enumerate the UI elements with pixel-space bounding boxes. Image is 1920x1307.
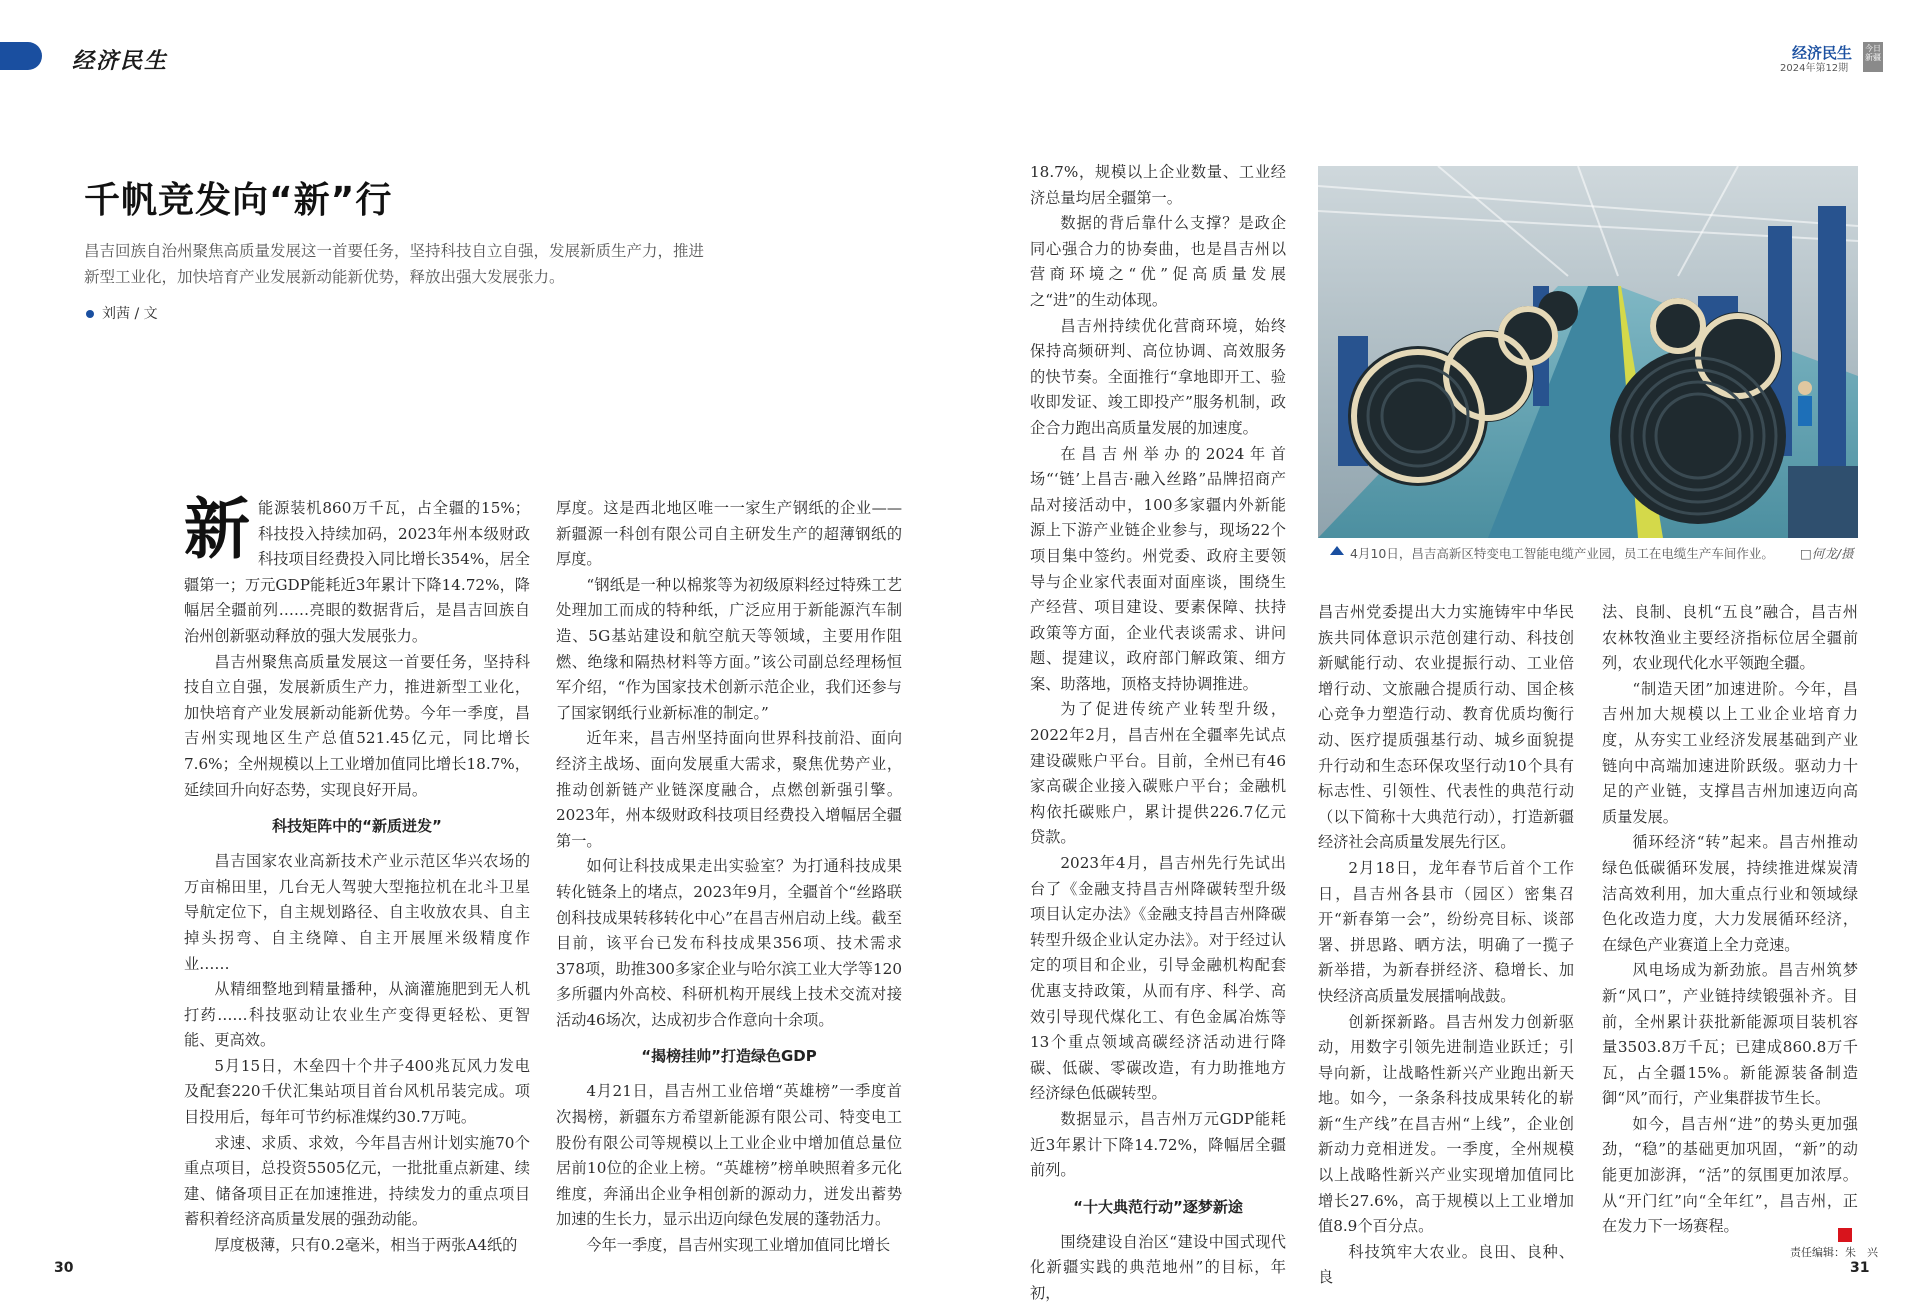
paragraph: 4月21日，昌吉州工业倍增“英雄榜”一季度首次揭榜，新疆东方希望新能源有限公司、特变电工股份有限公司等规模以上工业企业中增加值总量位居前10位的企业上榜。“英雄榜”榜单映照着多元化维度，奔涌出企业争相创新的源动力，迸发出蓄势加速的生长力，显示出迈向绿色发展的蓬勃活力。 [556, 1082, 902, 1229]
paragraph: 从精细整地到精量播种，从滴灌施肥到无人机打药……科技驱动让农业生产变得更轻松、更智能、更高效。 [184, 980, 530, 1050]
text-column-2 [556, 496, 902, 1259]
paragraph: 厚度极薄，只有0.2毫米，相当于两张A4纸的 [214, 1236, 518, 1255]
brand-badge [1863, 42, 1883, 72]
paragraph: 数据的背后靠什么支撑？是政企同心强合力的协奏曲，也是昌吉州以营商环境之“优”促高质量发展之“进”的生动体现。 [1030, 214, 1286, 309]
paragraph: 厚度。这是西北地区唯一一家生产钢纸的企业——新疆源一科创有限公司自主研发生产的超薄钢纸的厚度。 [556, 499, 902, 569]
text-column-5 [1602, 600, 1858, 1240]
paragraph: 昌吉州持续优化营商环境，始终保持高频研判、高位协调、高效服务的快节奏。全面推行“拿地即开工、验收即发证、竣工即投产”服务机制，政企合力跑出高质量发展的加速度。 [1030, 316, 1286, 437]
paragraph: 围绕建设自治区“建设中国式现代化新疆实践的典范地州”的目标，年初， [1030, 1232, 1286, 1302]
right-issue-number: 2024年第12期 [1780, 63, 1849, 74]
paragraph: 法、良制、良机“五良”融合，昌吉州农林牧渔业主要经济指标位居全疆前列，农业现代化水平领跑全疆。 [1602, 603, 1858, 673]
editor-credit: 责任编辑：朱 兴 [1790, 1246, 1878, 1259]
paragraph: 昌吉州聚焦高质量发展这一首要任务，坚持科技自立自强，发展新质生产力，推进新型工业化，加快培育产业发展新动能新优势。今年一季度，昌吉州实现地区生产总值521.45亿元，同比增长7.6%；全州规模以上工业增加值同比增长18.7%，延续回升向好态势，实现良好开局。 [184, 652, 530, 799]
paragraph: 近年来，昌吉州坚持面向世界科技前沿、面向经济主战场、面向发展重大需求，聚焦优势产业，推动创新链产业链深度融合，点燃创新强引擎。2023年，州本级财政科技项目经费投入增幅居全疆第一。 [556, 729, 902, 850]
page-number-left: 30 [54, 1260, 74, 1276]
section-heading: “揭榜挂帅”打造绿色GDP [641, 1047, 817, 1066]
text-column-4 [1318, 600, 1574, 1291]
paragraph: 创新探新路。昌吉州发力创新驱动，用数字引领先进制造业跃迁；引导向新，让战略性新兴产业跑出新天地。如今，一条条科技成果转化的崭新“生产线”在昌吉州“上线”，企业创新动力竞相迸发。一季度，全州规模以上战略性新兴产业实现增加值同比增长27.6%，高于规模以上工业增加值8.9个百分点。 [1318, 1012, 1574, 1236]
paragraph: 能源装机860万千瓦，占全疆的15%；科技投入持续加码，2023年州本级财政科技项目经费投入同比增长354%，居全疆第一；万元GDP能耗近3年累计下降14.72%，降幅居全疆前列……亮眼的数据背后，是昌吉回族自治州创新驱动释放的强大发展张力。 [184, 499, 530, 645]
end-mark-icon [1838, 1228, 1852, 1242]
factory-photo [1318, 166, 1858, 538]
paragraph: 求速、求质、求效，今年昌吉州计划实施70个重点项目，总投资5505亿元，一批批重点新建、续建、储备项目正在加速推进，持续发力的重点项目蓄积着经济高质量发展的强劲动能。 [184, 1133, 530, 1229]
paragraph: “钢纸是一种以棉浆等为初级原料经过特殊工艺处理加工而成的特种纸，广泛应用于新能源汽车制造、5G基站建设和航空航天等领域，主要用作阻燃、绝缘和隔热材料等方面。”该公司副总经理杨恒军介绍，“作为国家技术创新示范企业，我们还参与了国家钢纸行业新标准的制定。” [556, 575, 902, 722]
article-title: 千帆竞发向“新”行 [84, 180, 393, 221]
right-section-title: 经济民生 [1792, 44, 1853, 62]
paragraph: 2月18日，龙年春节后首个工作日，昌吉州各县市（园区）密集召开“新春第一会”，纷纷亮目标、谈部署、拼思路、晒方法，明确了一揽子新举措，为新春拼经济、稳增长、加快经济高质量发展擂响战鼓。 [1318, 858, 1574, 1005]
paragraph: 循环经济“转”起来。昌吉州推动绿色低碳循环发展，持续推进煤炭清洁高效利用，加大重点行业和领域绿色化改造力度，大力发展循环经济，在绿色产业赛道上全力竞速。 [1602, 833, 1858, 954]
section-heading: “十大典范行动”逐梦新途 [1073, 1197, 1243, 1216]
paragraph: 今年一季度，昌吉州实现工业增加值同比增长 [586, 1236, 891, 1255]
paragraph: 风电场成为新劲旅。昌吉州筑梦新“风口”，产业链持续锻强补齐。目前，全州累计获批新能源项目装机容量3503.8万千瓦；已建成860.8万千瓦，占全疆15%。新能源装备制造御“风”而行，产业集群拔节生长。 [1602, 961, 1858, 1108]
photo-caption-marker [1330, 546, 1344, 555]
brand-badge-text: 今日新疆 [1865, 44, 1881, 62]
byline: 刘茜 / 文 [102, 306, 158, 322]
paragraph: 昌吉国家农业高新技术产业示范区华兴农场的万亩棉田里，几台无人驾驶大型拖拉机在北斗卫星导航定位下，自主规划路径、自主收放农具、自主掉头拐弯、自主绕障、自主开展厘米级精度作业…… [184, 852, 530, 973]
paragraph: 如今，昌吉州“进”的势头更加强劲，“稳”的基础更加巩固，“新”的动能更加澎湃，“活”的氛围更加浓厚。从“开门红”向“全年红”，昌吉州，正在发力下一场赛程。 [1602, 1114, 1858, 1236]
paragraph: 18.7%，规模以上企业数量、工业经济总量均居全疆第一。 [1030, 163, 1286, 207]
left-section-title: 经济民生 [72, 49, 169, 74]
paragraph: 2023年4月，昌吉州先行先试出台了《金融支持昌吉州降碳转型升级项目认定办法》《金融支持昌吉州降碳转型升级企业认定办法》。对于经过认定的项目和企业，引导金融机构配套优惠支持政策，从而有序、科学、高效引导现代煤化工、有色金属冶炼等13个重点领域高碳经济活动进行降碳、低碳、零碳改造，有力助推地方经济绿色低碳转型。 [1030, 854, 1286, 1103]
section-tab-marker [0, 42, 42, 70]
byline-dot [86, 310, 94, 318]
paragraph: “制造天团”加速进阶。今年，昌吉州加大规模以上工业企业培育力度，从夯实工业经济发展基础到产业链向中高端加速进阶跃级。驱动力十足的产业链，支撑昌吉州加速迈向高质量发展。 [1602, 679, 1858, 826]
paragraph: 数据显示，昌吉州万元GDP能耗近3年累计下降14.72%，降幅居全疆前列。 [1030, 1109, 1286, 1180]
drop-cap: 新 [184, 490, 250, 568]
paragraph: 为了促进传统产业转型升级，2022年2月，昌吉州在全疆率先试点建设碳账户平台。目前，全州已有46家高碳企业接入碳账户平台；金融机构依托碳账户，累计提供226.7亿元贷款。 [1030, 700, 1286, 847]
paragraph: 科技筑牢大农业。良田、良种、良 [1318, 1242, 1574, 1287]
text-column-3 [1030, 160, 1286, 1307]
paragraph: 5月15日，木垒四十个井子400兆瓦风力发电及配套220千伏汇集站项目首台风机吊装完成。项目投用后，每年可节约标准煤约30.7万吨。 [184, 1056, 530, 1127]
article-lead: 昌吉回族自治州聚焦高质量发展这一首要任务，坚持科技自立自强，发展新质生产力，推进新型工业化，加快培育产业发展新动能新优势，释放出强大发展张力。 [84, 242, 705, 286]
section-heading: 科技矩阵中的“新质迸发” [272, 817, 442, 836]
page-number-right: 31 [1850, 1260, 1870, 1276]
paragraph: 昌吉州党委提出大力实施铸牢中华民族共同体意识示范创建行动、科技创新赋能行动、农业提振行动、工业倍增行动、文旅融合提质行动、国企核心竞争力塑造行动、教育优质均衡行动、医疗提质强基行动、城乡面貌提升行动和生态环保攻坚行动10个具有标志性、引领性、代表性的典范行动（以下简称十大典范行动），打造新疆经济社会高质量发展先行区。 [1318, 603, 1574, 852]
photo-credit: □何龙/摄 [1800, 546, 1854, 561]
text-column-1 [184, 490, 530, 1259]
paragraph: 如何让科技成果走出实验室？为打通科技成果转化链条上的堵点，2023年9月，全疆首个“丝路联创科技成果转移转化中心”在昌吉州启动上线。截至目前，该平台已发布科技成果356项、技术需求378项，助推300多家企业与哈尔滨工业大学等120多所疆内外高校、科研机构开展线上技术交流对接活动46场次，达成初步合作意向十余项。 [556, 857, 902, 1029]
paragraph: 在昌吉州举办的2024年首场“‘链’上昌吉·融入丝路”品牌招商产品对接活动中，100多家疆内外新能源上下游产业链企业参与，现场22个项目集中签约。州党委、政府主要领导与企业家代表面对面座谈，围绕生产经营、项目建设、要素保障、扶持政策等方面，企业代表谈需求、讲问题、提建议，政府部门解政策、细方案、助落地，顶格支持协调推进。 [1030, 444, 1286, 693]
photo-caption: 4月10日，昌吉高新区特变电工智能电缆产业园，员工在电缆生产车间作业。 [1350, 546, 1774, 561]
